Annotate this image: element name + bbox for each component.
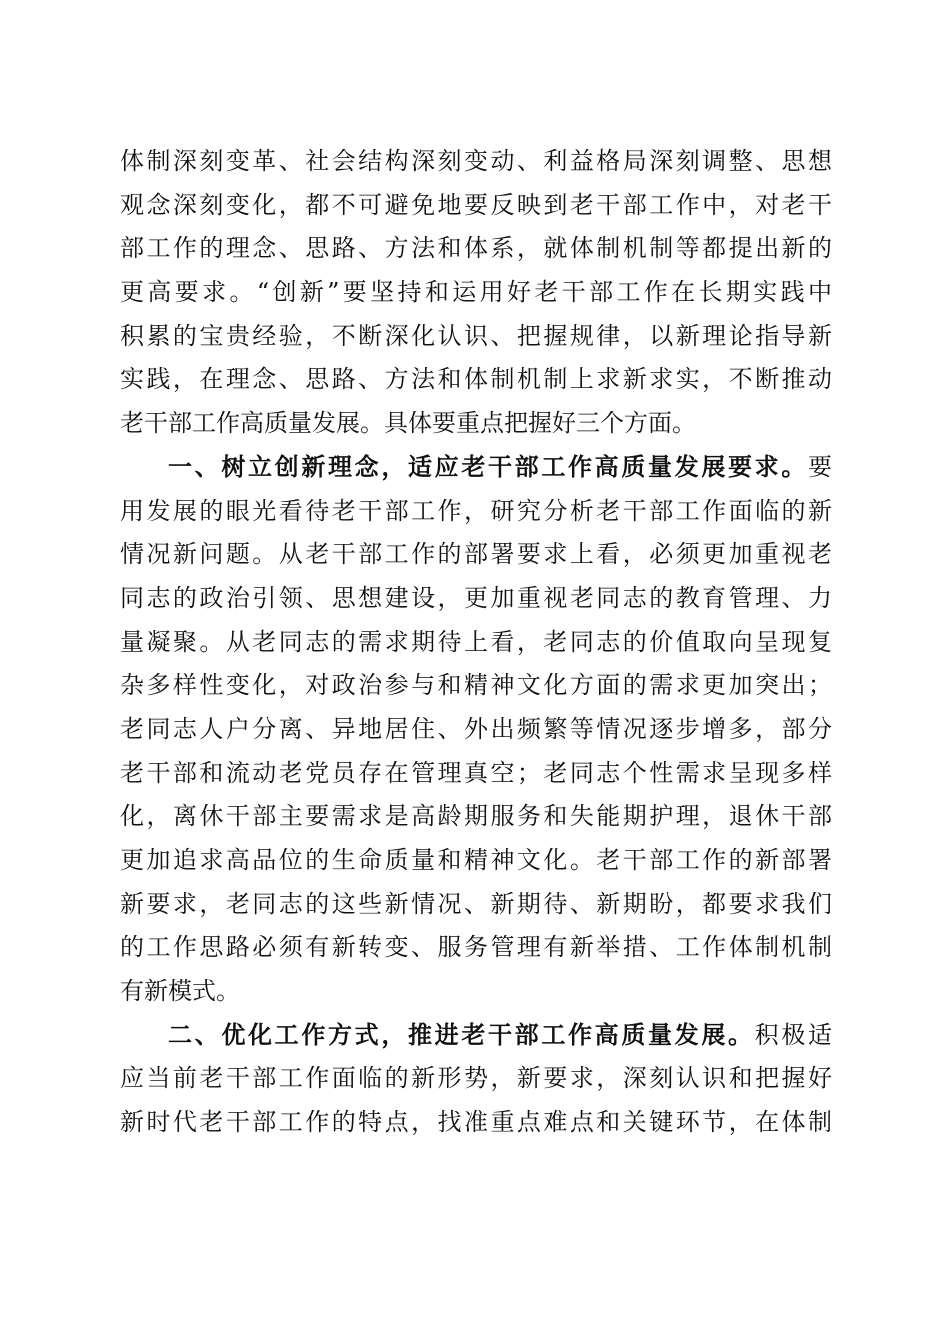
paragraph-text: 积极适	[754, 1020, 832, 1049]
paragraph-line: 实践，在理念、思路、方法和体制机制上求新求实，不断推动	[120, 365, 832, 394]
paragraph-line: 用发展的眼光看待老干部工作，研究分析老干部工作面临的新	[120, 496, 832, 525]
document-body	[120, 140, 832, 1145]
paragraph-first-line	[120, 446, 832, 490]
paragraph-line: 情况新问题。从老干部工作的部署要求上看，必须更加重视老	[120, 540, 832, 569]
paragraph-line: 新要求，老同志的这些新情况、新期待、新期盼，都要求我们	[120, 889, 832, 918]
paragraph-line: 化，离休干部主要需求是高龄期服务和失能期护理，退休干部	[120, 802, 832, 831]
paragraph-line: 杂多样性变化，对政治参与和精神文化方面的需求更加突出；	[120, 671, 832, 700]
paragraph-line: 体制深刻变革、社会结构深刻变动、利益格局深刻调整、思想	[120, 147, 832, 175]
paragraph-line: 应当前老干部工作面临的新形势，新要求，深刻认识和把握好	[120, 1064, 832, 1093]
paragraph-text: 要	[808, 452, 832, 481]
paragraph-line: 老同志人户分离、异地居住、外出频繁等情况逐步增多，部分	[120, 714, 832, 743]
paragraph-line: 观念深刻变化，都不可避免地要反映到老干部工作中，对老干	[120, 190, 832, 219]
paragraph-line: 积累的宝贵经验，不断深化认识、把握规律，以新理论指导新	[120, 321, 832, 350]
paragraph-line: 更加追求高品位的生命质量和精神文化。老干部工作的新部署	[120, 846, 832, 874]
paragraph-line: 老干部工作高质量发展。具体要重点把握好三个方面。	[120, 409, 696, 438]
paragraph-line: 同志的政治引领、思想建设，更加重视老同志的教育管理、力	[120, 583, 832, 612]
paragraph-line: 部工作的理念、思路、方法和体系，就体制机制等都提出新的	[120, 234, 832, 263]
paragraph-line: 新时代老干部工作的特点，找准重点难点和关键环节，在体制	[120, 1108, 832, 1137]
paragraph-line: 有新模式。	[120, 977, 240, 1006]
paragraph-line: 更高要求。“创新”要坚持和运用好老干部工作在长期实践中	[120, 278, 832, 307]
paragraph-line: 量凝聚。从老同志的需求期待上看，老同志的价值取向呈现复	[120, 627, 832, 656]
paragraph-2	[120, 446, 832, 1014]
paragraph-line: 的工作思路必须有新转变、服务管理有新举措、工作体制机制	[120, 933, 832, 962]
paragraph-line: 老干部和流动老党员存在管理真空；老同志个性需求呈现多样	[120, 758, 832, 787]
paragraph-first-line	[120, 1014, 832, 1058]
section-heading-2: 二、优化工作方式，推进老干部工作高质量发展。	[168, 1020, 755, 1049]
paragraph-1	[120, 140, 832, 446]
paragraph-3	[120, 1014, 832, 1145]
section-heading-1: 一、树立创新理念，适应老干部工作高质量发展要求。	[168, 452, 808, 481]
